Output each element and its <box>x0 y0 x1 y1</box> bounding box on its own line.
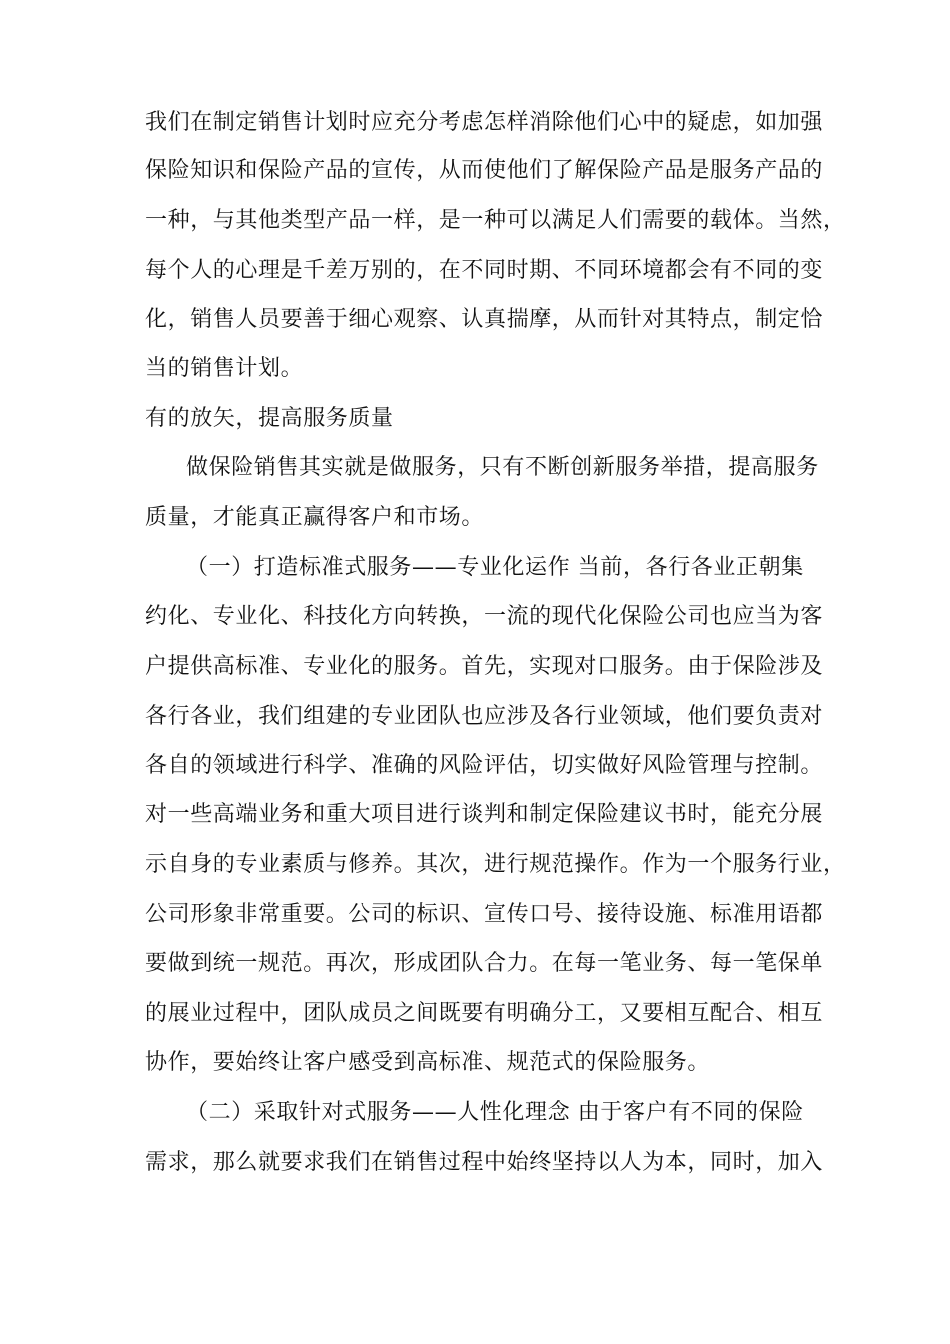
paragraph-line: 约化、专业化、科技化方向转换，一流的现代化保险公司也应当为客 <box>145 604 824 629</box>
paragraph-line: 质量，才能真正赢得客户和市场。 <box>145 505 485 530</box>
paragraph-line: 对一些高端业务和重大项目进行谈判和制定保险建议书时，能充分展 <box>145 802 824 827</box>
paragraph-line: 户提供高标准、专业化的服务。首先，实现对口服务。由于保险涉及 <box>145 654 824 679</box>
paragraph-line: 要做到统一规范。再次，形成团队合力。在每一笔业务、每一笔保单 <box>145 951 824 976</box>
paragraph-line: （一）打造标准式服务——专业化运作 当前，各行各业正朝集 <box>186 555 804 580</box>
paragraph-line: 协作，要始终让客户感受到高标准、规范式的保险服务。 <box>145 1050 711 1075</box>
paragraph-line: 每个人的心理是千差万别的，在不同时期、不同环境都会有不同的变 <box>145 258 824 283</box>
paragraph-line: 做保险销售其实就是做服务，只有不断创新服务举措，提高服务 <box>186 455 819 480</box>
paragraph-line: 化，销售人员要善于细心观察、认真揣摩，从而针对其特点，制定恰 <box>145 307 824 332</box>
paragraph-line: 当的销售计划。 <box>145 356 304 381</box>
paragraph-line: 一种，与其他类型产品一样，是一种可以满足人们需要的载体。当然， <box>145 208 846 233</box>
paragraph-line: 公司形象非常重要。公司的标识、宣传口号、接待设施、标准用语都 <box>145 902 824 927</box>
paragraph-line: 的展业过程中，团队成员之间既要有明确分工，又要相互配合、相互 <box>145 1001 824 1026</box>
section-heading: 有的放矢，提高服务质量 <box>145 406 394 431</box>
paragraph-line: 示自身的专业素质与修养。其次，进行规范操作。作为一个服务行业， <box>145 852 846 877</box>
paragraph-line: 各行各业，我们组建的专业团队也应涉及各行业领域，他们要负责对 <box>145 704 824 729</box>
paragraph-line: 需求，那么就要求我们在销售过程中始终坚持以人为本，同时，加入 <box>145 1150 824 1175</box>
paragraph-line: 各自的领域进行科学、准确的风险评估，切实做好风险管理与控制。 <box>145 753 824 778</box>
paragraph-line: （二）采取针对式服务——人性化理念 由于客户有不同的保险 <box>186 1100 804 1125</box>
paragraph-line: 我们在制定销售计划时应充分考虑怎样消除他们心中的疑虑，如加强 <box>145 110 824 135</box>
paragraph-line: 保险知识和保险产品的宣传，从而使他们了解保险产品是服务产品的 <box>145 158 824 183</box>
